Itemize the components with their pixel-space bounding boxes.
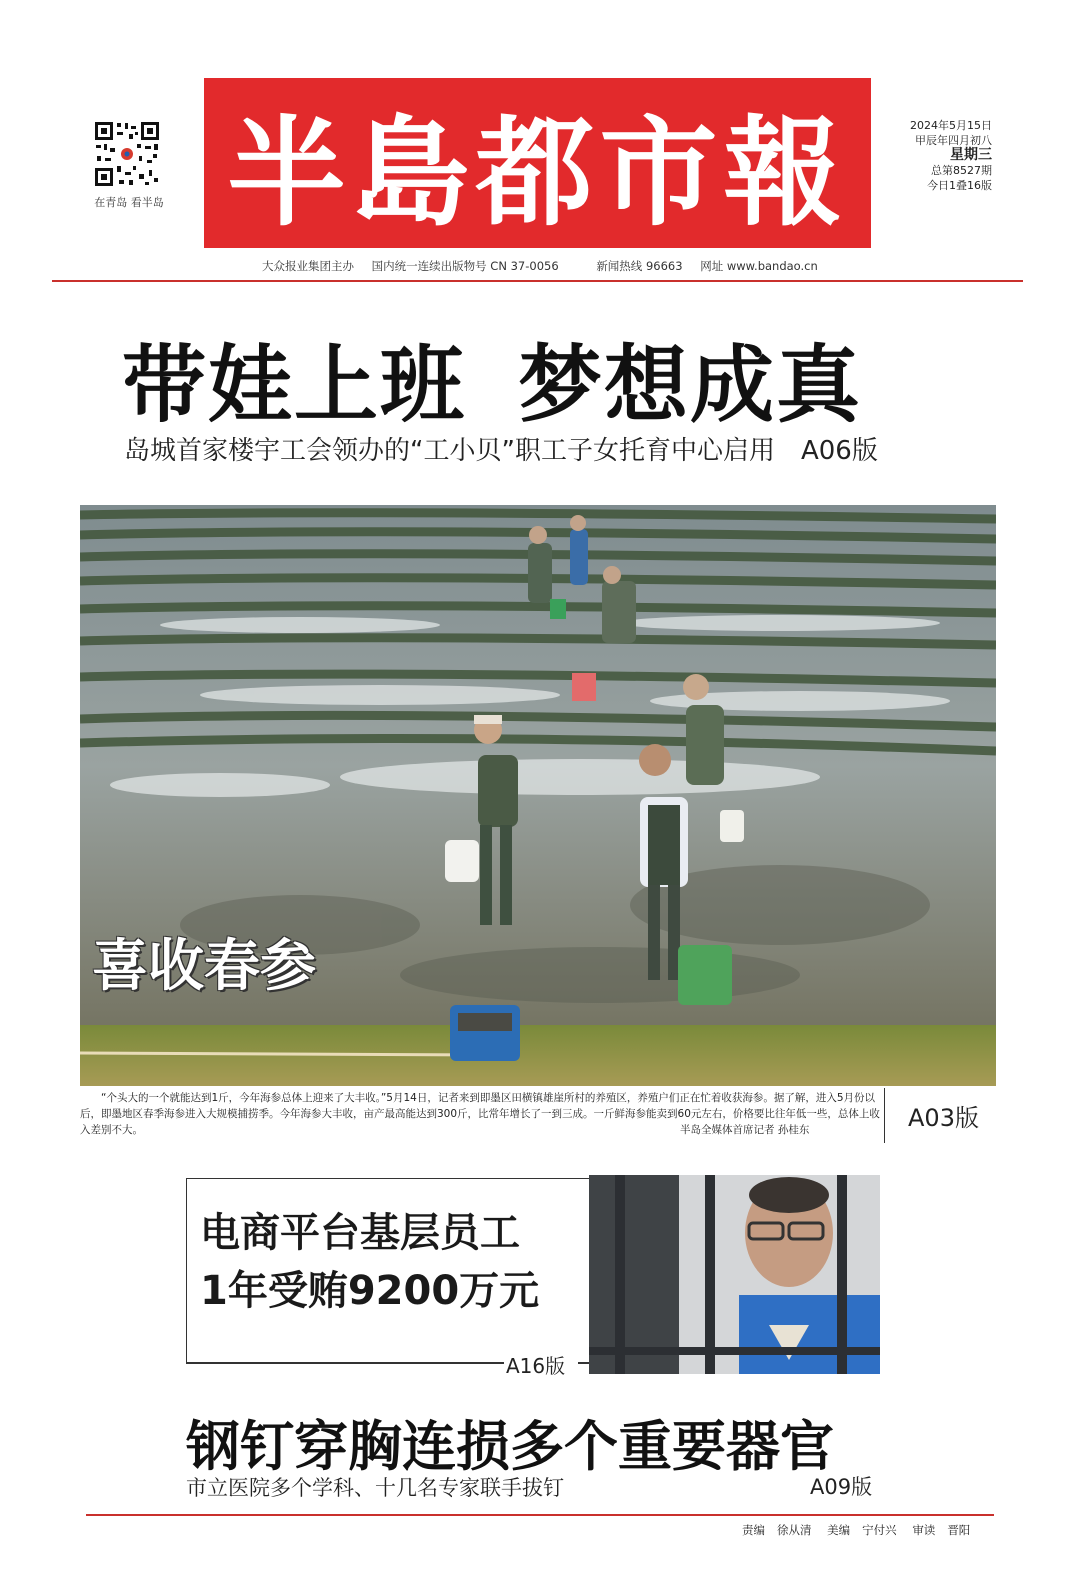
steel-nail-subhead: 市立医院多个学科、十几名专家联手拔钉 xyxy=(186,1476,564,1500)
newspaper-title: 半島都市報 xyxy=(227,103,848,242)
editor-name: 徐从清 xyxy=(777,1523,812,1537)
defendant-photo xyxy=(589,1175,880,1374)
bribery-headline-line1: 电商平台基层员工 xyxy=(200,1210,520,1256)
photo-page-ref[interactable]: A03版 xyxy=(908,1104,979,1132)
editor-label: 责编 xyxy=(742,1523,765,1537)
photo-credit: 半岛全媒体首席记者 孙桂东 xyxy=(680,1124,810,1136)
date-block xyxy=(880,118,992,193)
issue-date: 2024年5月15日 xyxy=(910,119,992,132)
lead-headline-part-a: 带娃上班 xyxy=(122,336,467,434)
bribery-headline[interactable] xyxy=(200,1204,539,1320)
website-link[interactable]: 网址 www.bandao.cn xyxy=(700,259,818,273)
lead-headline[interactable] xyxy=(122,318,862,439)
reviewer-label: 审读 xyxy=(912,1523,936,1537)
art-editor-name: 宁付兴 xyxy=(862,1523,897,1537)
issue-number: 总第8527期 xyxy=(931,164,992,177)
reviewer-name: 晋阳 xyxy=(947,1523,971,1537)
qr-code[interactable] xyxy=(93,120,161,188)
photo-caption: “个头大的一个就能达到1斤，今年海参总体上迎来了大丰收。”5月14日，记者来到即墨区田横镇雄崖所村的养殖区，养殖户们正在忙着收获海参。据了解，进入5月份以后，即墨地区春季海参进入大规模捕捞季。今年海参大丰收，亩产最高能达到300斤，比常年增长了一到三成。一斤鲜海参能卖到60元左右，价格要比往年低一些，总体上收入差别不大。 xyxy=(80,1092,880,1136)
editor-credits xyxy=(742,1522,982,1538)
qr-caption: 在青岛 看半岛 xyxy=(94,196,164,209)
box-bottom-rule xyxy=(186,1362,504,1364)
bribery-page-ref[interactable]: A16版 xyxy=(506,1354,566,1378)
page-count: 今日1叠16版 xyxy=(927,179,992,192)
lead-page-ref[interactable]: A06版 xyxy=(800,436,878,466)
lunar-date: 甲辰年四月初八 xyxy=(915,134,992,147)
masthead-logo xyxy=(204,78,871,248)
publisher: 大众报业集团主办 xyxy=(262,259,354,273)
lead-subhead-text: 岛城首家楼宇工会领办的“工小贝”职工子女托育中心启用 xyxy=(124,436,775,466)
header-divider xyxy=(52,280,1023,282)
steel-nail-headline[interactable]: 钢钉穿胸连损多个重要器官 xyxy=(186,1415,834,1478)
lead-subhead xyxy=(124,430,878,467)
serial-number: 国内统一连续出版物号 CN 37-0056 xyxy=(371,259,559,273)
news-hotline: 新闻热线 96663 xyxy=(596,259,683,273)
publication-info xyxy=(262,258,832,274)
weekday: 星期三 xyxy=(950,147,992,163)
steel-nail-page-ref[interactable]: A09版 xyxy=(810,1475,873,1499)
caption-divider xyxy=(884,1088,885,1143)
bribery-headline-line2: 1年受贿9200万元 xyxy=(200,1268,540,1314)
footer-divider xyxy=(86,1514,994,1516)
art-editor-label: 美编 xyxy=(827,1523,851,1537)
photo-title[interactable]: 喜收春参 xyxy=(92,934,316,999)
lead-headline-part-b: 梦想成真 xyxy=(518,336,863,434)
